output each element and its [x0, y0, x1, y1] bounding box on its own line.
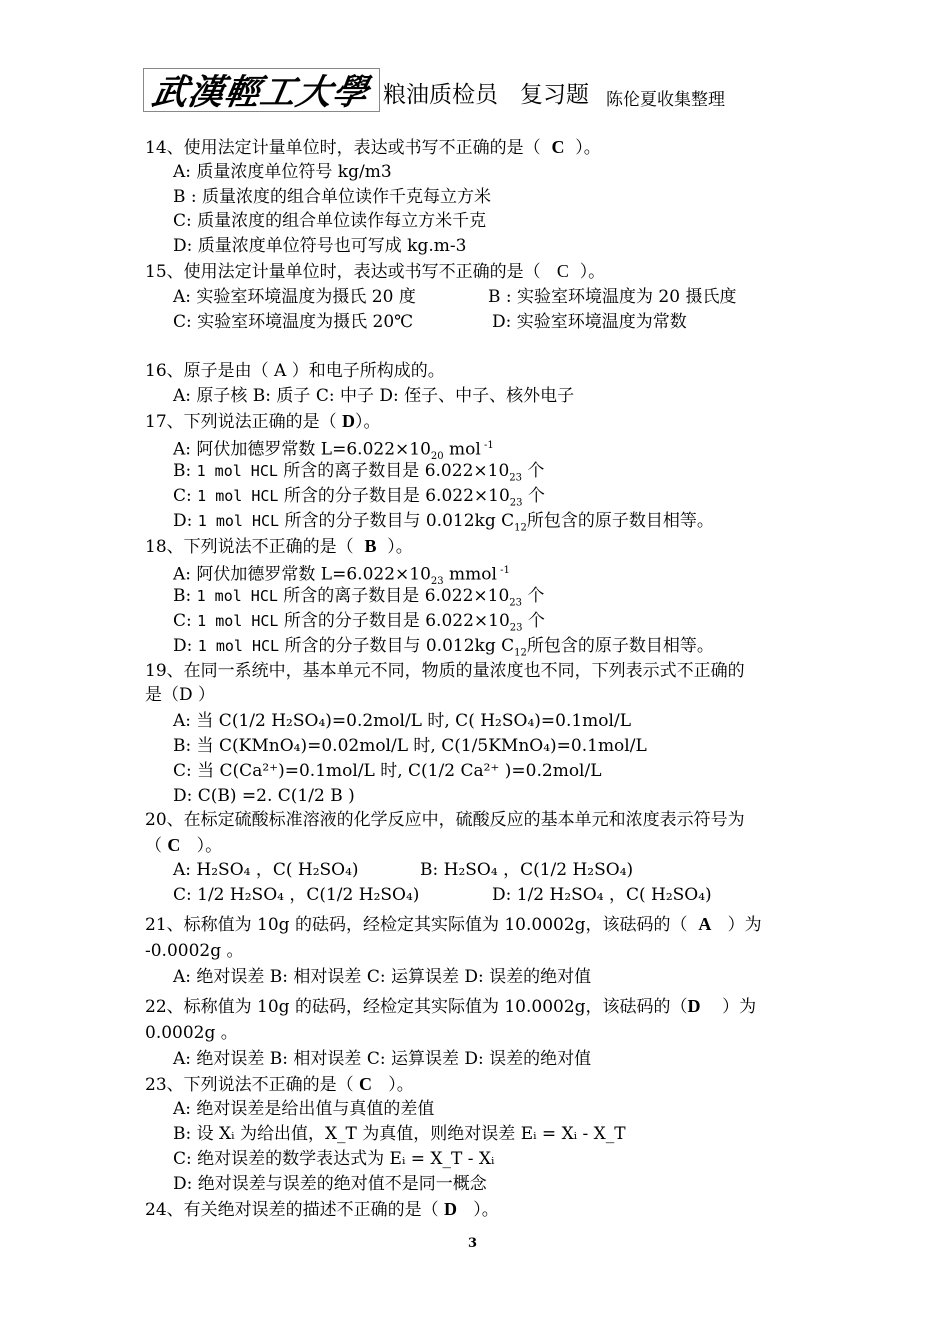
question-16-stem: 16、原子是由（ A ）和电子所构成的。 — [145, 361, 445, 381]
question-15-stem: 15、使用法定计量单位时，表达或书写不正确的是（ C ）。 — [145, 261, 606, 282]
question-20-stem-cont: （ C ）。 — [145, 835, 223, 856]
options-row: A: 绝对误差 B: 相对误差 C: 运算误差 D: 误差的绝对值 — [173, 967, 592, 987]
header-subtitle: 复习题 — [520, 82, 589, 108]
option-b: B: 1 mol HCL 所含的离子数目是 $6.022\times 10_{23}$ 个 — [173, 586, 545, 609]
options-row: A: 绝对误差 B: 相对误差 C: 运算误差 D: 误差的绝对值 — [173, 1049, 592, 1069]
option-d: D: 1/2 H₂SO₄ ，C( H₂SO₄) — [492, 885, 712, 905]
option-b: B: 当 C(KMnO₄)=0.02mol/L 时, C(1/5KMnO₄)=0.1mol/L — [173, 736, 647, 756]
question-18-stem: 18、下列说法不正确的是（ B ）。 — [145, 536, 413, 557]
question-22-stem: 22、标称值为 10g 的砝码，经检定其实际值为 10.0002g，该砝码的（D ）为 — [145, 996, 757, 1017]
option-a: A: 质量浓度单位符号 kg/m3 — [173, 162, 392, 182]
page-header — [143, 68, 803, 114]
university-logo — [143, 68, 380, 112]
question-22-stem-cont: 0.0002g 。 — [145, 1023, 238, 1043]
answer: C — [556, 261, 569, 281]
option-a: A: 当 C(1/2 H₂SO₄)=0.2mol/L 时, C( H₂SO₄)=0.1mol/L — [173, 711, 631, 731]
option-d: D: 1 mol HCL 所含的分子数目与 0.012kg $C_{12}$所包含的原子数目相等。 — [173, 511, 714, 534]
option-b: B: H₂SO₄ ，C(1/2 H₂SO₄) — [420, 860, 634, 880]
answer: D — [687, 996, 701, 1016]
answer: C — [167, 835, 181, 855]
question-17-stem: 17、下列说法正确的是（ D）。 — [145, 411, 381, 432]
question-20-stem: 20、在标定硫酸标准溶液的化学反应中，硫酸反应的基本单元和浓度表示符号为 — [145, 810, 745, 830]
option-c: C: 1/2 H₂SO₄ ，C(1/2 H₂SO₄) — [173, 885, 420, 905]
question-24-stem: 24、有关绝对误差的描述不正确的是（ D ）。 — [145, 1199, 499, 1220]
option-d: D: 质量浓度单位符号也可写成 kg.m-3 — [173, 236, 467, 256]
option-d: D: 实验室环境温度为常数 — [492, 312, 687, 332]
option-c: C: 1 mol HCL 所含的分子数目是 $6.022\times 10_{23}$ 个 — [173, 611, 545, 634]
question-21-stem: 21、标称值为 10g 的砝码，经检定其实际值为 10.0002g，该砝码的（ A ）为 — [145, 914, 762, 935]
question-23-stem: 23、下列说法不正确的是（ C ）。 — [145, 1074, 414, 1095]
answer: A — [698, 914, 712, 934]
option-c: C: 当 C(Ca²⁺)=0.1mol/L 时, C(1/2 Ca²⁺ )=0.2mol/L — [173, 761, 602, 781]
header-author: 陈伦夏收集整理 — [606, 90, 725, 110]
option-d: D: C(B) =2. C(1/2 B ) — [173, 786, 355, 806]
options-row: A: 原子核 B: 质子 C: 中子 D: 侄子、中子、核外电子 — [173, 386, 575, 406]
option-d: D: 绝对误差与误差的绝对值不是同一概念 — [173, 1174, 487, 1194]
answer: C — [359, 1074, 373, 1094]
option-b: B: 设 Xᵢ 为给出值，X_T 为真值，则绝对误差 Eᵢ = Xᵢ - X_T — [173, 1124, 626, 1144]
answer: D — [444, 1199, 458, 1219]
option-a: A: 绝对误差是给出值与真值的差值 — [173, 1099, 435, 1119]
option-a: A: 阿伏加德罗常数 $L=6.022\times 10_{20}$ mol $^{-1}$ — [173, 439, 494, 463]
option-b: B: 1 mol HCL 所含的离子数目是 $6.022\times 10_{23}$ 个 — [173, 461, 545, 484]
answer: B — [364, 536, 377, 556]
option-c: C: 实验室环境温度为摄氏 20℃ — [173, 312, 414, 332]
answer: C — [551, 137, 565, 157]
header-title: 粮油质检员 — [383, 82, 498, 108]
option-a: A: 实验室环境温度为摄氏 20 度 — [173, 287, 416, 307]
option-a: A: H₂SO₄ ，C( H₂SO₄) — [173, 860, 359, 880]
question-19-stem: 19、在同一系统中，基本单元不同，物质的量浓度也不同，下列表示式不正确的 — [145, 661, 745, 681]
question-14-stem: 14、使用法定计量单位时，表达或书写不正确的是（ C ）。 — [145, 137, 601, 158]
option-c: C: 质量浓度的组合单位读作每立方米千克 — [173, 211, 487, 231]
page-number: 3 — [468, 1236, 478, 1251]
option-c: C: 绝对误差的数学表达式为 Eᵢ = X_T - Xᵢ — [173, 1149, 495, 1169]
question-19-stem-cont: 是（D ） — [145, 685, 216, 705]
answer: D — [342, 411, 356, 431]
option-d: D: 1 mol HCL 所含的分子数目与 0.012kg $C_{12}$所包含的原子数目相等。 — [173, 636, 714, 659]
option-a: A: 阿伏加德罗常数 $L=6.022\times 10_{23}$ mmol $^{-1}$ — [173, 564, 510, 588]
logo-text: 武漢輕工大學 — [149, 72, 373, 113]
option-c: C: 1 mol HCL 所含的分子数目是 $6.022\times 10_{23}$ 个 — [173, 486, 545, 509]
option-b: B : 质量浓度的组合单位读作千克每立方米 — [173, 187, 492, 207]
question-21-stem-cont: -0.0002g 。 — [145, 941, 244, 961]
option-b: B : 实验室环境温度为 20 摄氏度 — [488, 287, 737, 307]
